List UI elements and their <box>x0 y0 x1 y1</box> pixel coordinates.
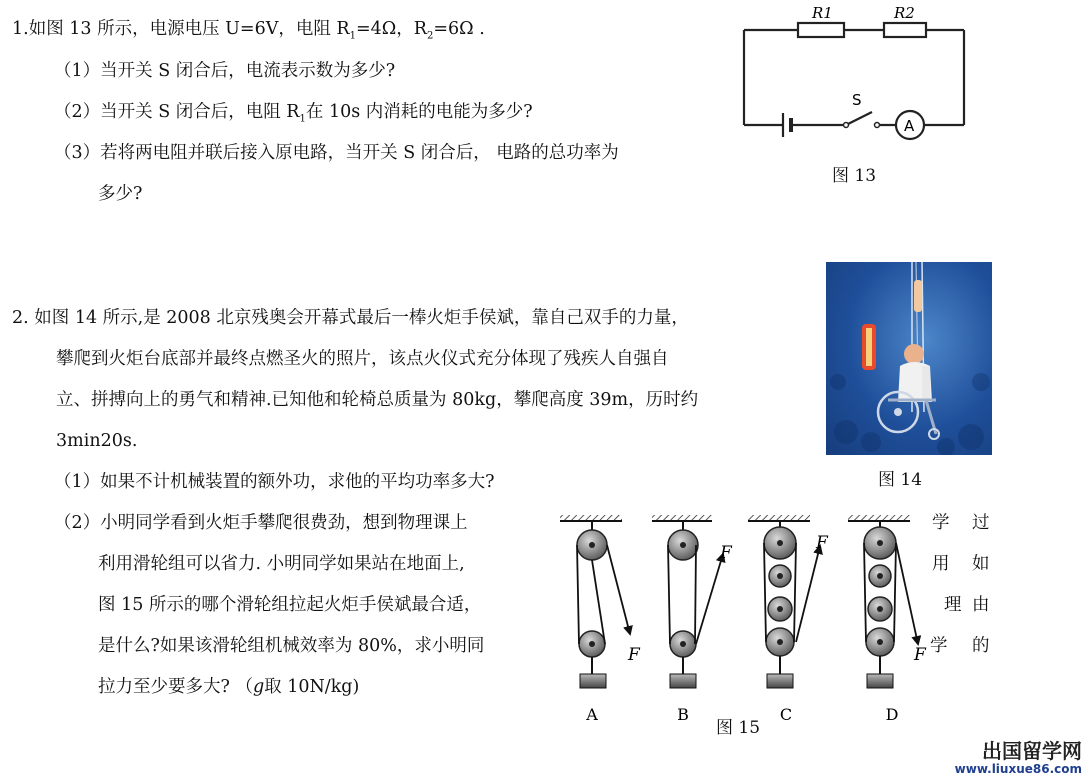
label-switch: S <box>852 91 862 109</box>
q1-part-3: （3）若将两电阻并联后接入原电路，当开关 S 闭合后， 电路的总功率为 <box>54 143 619 163</box>
q1-part-2 <box>54 101 533 131</box>
label-ammeter: A <box>904 117 915 135</box>
label-r1: R1 <box>812 4 833 22</box>
resistor-r2 <box>884 23 926 37</box>
q1-part-2-b: 在 10s 内消耗的电能为多少? <box>305 102 533 122</box>
pulley-figure <box>558 512 938 724</box>
resistor-r1 <box>798 23 844 37</box>
q2-part-2-line-1: （2）小明同学看到火炬手攀爬很费劲，想到物理课上 <box>54 513 468 533</box>
force-label-a: F <box>628 645 640 665</box>
q2-part-2-line-3: 图 15 所示的哪个滑轮组拉起火炬手侯斌最合适， <box>98 595 482 615</box>
site-watermark <box>955 740 1082 776</box>
q2-part-2-line-4: 是什么?如果该滑轮组机械效率为 80%，求小明同 <box>98 636 485 656</box>
pulley-system-a <box>560 515 641 724</box>
q2-p2-l5-g: g <box>252 677 265 697</box>
label-r2: R2 <box>894 4 915 22</box>
q1-part-3-cont: 多少? <box>98 184 143 204</box>
q2-right-4a: 学 <box>930 636 948 656</box>
q1-sub-2: 2 <box>426 30 434 42</box>
q1-stem <box>12 18 485 48</box>
q2-part-1: （1）如果不计机械装置的额外功，求他的平均功率多大? <box>54 472 495 492</box>
pulley-system-b <box>652 515 733 724</box>
q1-stem-b: =4Ω，R <box>355 19 427 39</box>
q2-stem-2: 攀爬到火炬台底部并最终点燃圣火的照片，该点火仪式充分体现了残疾人自强自 <box>56 349 669 369</box>
q1-part-1: （1）当开关 S 闭合后，电流表示数为多少? <box>54 61 396 81</box>
q1-stem-c: =6Ω . <box>433 19 485 39</box>
watermark-title: 出国留学网 <box>982 739 1082 763</box>
watermark-url: www.liuxue86.com <box>954 762 1082 776</box>
q1-number: 1. <box>12 19 29 39</box>
q2-right-4b: 的 <box>972 636 990 656</box>
pulley-label-b: B <box>677 705 689 724</box>
q2-right-2b: 如 <box>972 554 990 574</box>
torch-bearer-photo <box>826 262 992 455</box>
force-label-d: F <box>914 645 926 665</box>
force-label-b: F <box>720 543 732 563</box>
q2-p2-l5-a: 拉力至少要多大? （ <box>98 677 253 697</box>
fig15-caption: 图 15 <box>716 718 761 738</box>
pulley-label-c: C <box>779 705 793 724</box>
q2-stem-3: 立、拼搏向上的勇气和精神.已知他和轮椅总质量为 80kg，攀爬高度 39m，历时约 <box>56 390 699 410</box>
fig13-caption: 图 13 <box>832 166 877 186</box>
q2-part-2-line-5 <box>98 676 359 698</box>
q1-sub-1: 1 <box>349 30 356 42</box>
q2-right-2a: 用 <box>932 554 950 574</box>
q2-right-1a: 学 <box>932 513 950 533</box>
q2-right-1b: 过 <box>972 513 990 533</box>
q1-part-2-sub: 1 <box>299 113 306 125</box>
q1-part-2-a: （2）当开关 S 闭合后，电阻 R <box>54 102 300 122</box>
q1-stem-a: 如图 13 所示，电源电压 U=6V，电阻 R <box>28 19 350 39</box>
q2-p2-l5-b: 取 10N/kg) <box>264 677 360 697</box>
pulley-system-d <box>848 515 927 724</box>
q2-stem-4: 3min20s. <box>56 431 138 451</box>
q2-part-2-line-2: 利用滑轮组可以省力. 小明同学如果站在地面上, <box>98 554 465 574</box>
circuit-diagram <box>738 4 978 135</box>
force-label-c: F <box>816 533 828 553</box>
fig14-caption: 图 14 <box>878 470 923 490</box>
q2-right-3a: 理 <box>944 595 962 615</box>
pulley-system-c <box>748 515 829 724</box>
q2-right-3b: 由 <box>972 595 990 615</box>
q2-stem-1: 2. 如图 14 所示,是 2008 北京残奥会开幕式最后一棒火炬手侯斌，靠自己双手的力量， <box>12 308 689 328</box>
pulley-label-d: D <box>885 705 899 724</box>
pulley-label-a: A <box>586 705 598 724</box>
switch-blade <box>846 112 872 125</box>
